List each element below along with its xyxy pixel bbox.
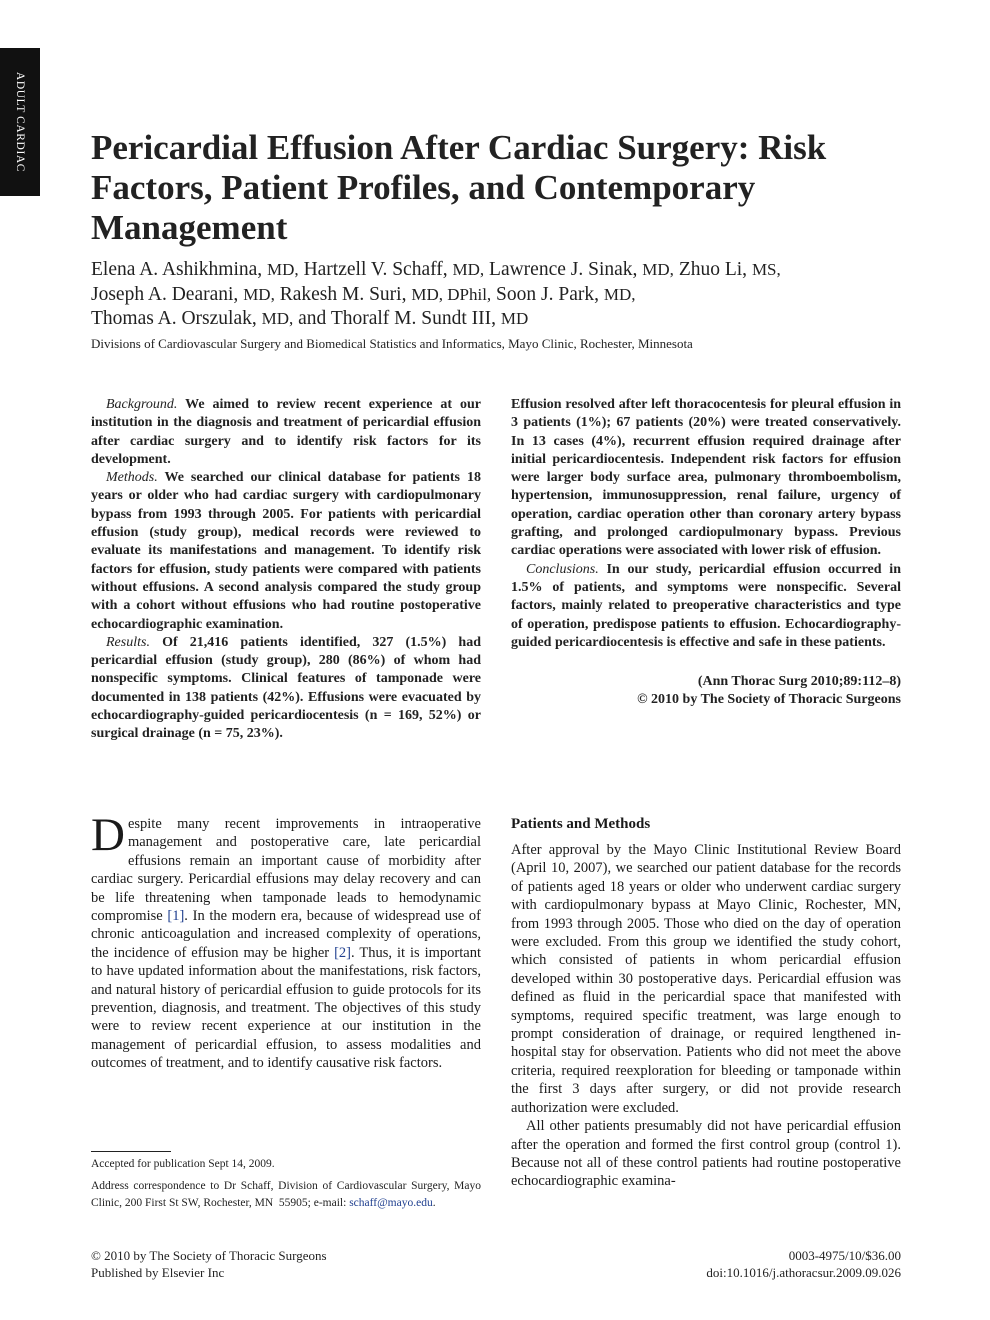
author-list xyxy=(91,258,921,332)
address-end: . xyxy=(432,1196,436,1209)
introduction xyxy=(91,809,481,1073)
footer-doi: doi:10.1016/j.athoracsur.2009.09.026 xyxy=(706,1264,901,1280)
author-name: Thomas A. Orszulak, xyxy=(91,308,257,329)
author-name: Zhuo Li, xyxy=(678,259,748,280)
abstract-conclusions xyxy=(511,561,901,652)
abstract-results-label: Results. xyxy=(106,634,150,650)
intro-text-3: . Thus, it is important to have updated information about the manifestations, risk factors, and natural history of pericardial effusion to guide protocols for its prevention, diagnosis, and treatment. The objectives of this study were to review recent experience at our institution in the management of pericardial effusion, to assess modalities and outcomes of treatment, and to identify causative risk factors. xyxy=(91,944,481,1072)
reference-link-1[interactable]: [1] xyxy=(167,908,185,925)
author-degree: MD, DPhil, xyxy=(411,284,492,304)
abstract-conclusions-label: Conclusions. xyxy=(526,561,599,577)
author-name: Hartzell V. Schaff, xyxy=(303,259,448,280)
correspondence-address xyxy=(91,1178,481,1211)
abstract-left-column xyxy=(91,396,481,744)
drop-cap: D xyxy=(91,809,125,861)
accepted-date: Accepted for publication Sept 14, 2009. xyxy=(91,1158,275,1170)
author-degree: MD xyxy=(500,309,529,328)
author-degree: MD, xyxy=(642,260,674,279)
abstract-background xyxy=(91,396,481,469)
footnote-divider xyxy=(91,1151,171,1152)
abstract-results-text: Of 21,416 patients identified, 327 (1.5%) had pericardial effusion (study group), 280 (86%) of whom had nonspecific symptoms. Clinical features of tamponade were documented in 138 patients (42%). Effusions were evacuated by echocardiography-guided pericardiocentesis (n = 169, 52%) or surgical drainage (n = 75, 23%). xyxy=(91,634,481,742)
article-title: Pericardial Effusion After Cardiac Surgery: Risk Factors, Patient Profiles, and Contemporary Management xyxy=(91,128,827,247)
section-tab xyxy=(0,48,40,196)
journal-citation: (Ann Thorac Surg 2010;89:112–8) xyxy=(697,674,901,690)
abstract-methods-label: Methods. xyxy=(106,470,158,486)
email-link[interactable]: schaff@mayo.edu xyxy=(349,1196,433,1209)
abstract-methods-text: We searched our clinical database for patients 18 years or older who had cardiac surgery with cardiopulmonary bypass from 1993 through 2005. For patients with pericardial effusion (study group), medical records were reviewed to evaluate its manifestations and management. To identify risk factors for effusion, study patients were compared with patients without effusions. A second analysis compared the study group with a cohort without effusions who had routine postoperative echocardiographic examination. xyxy=(91,470,481,632)
author-degree: MD, xyxy=(267,260,299,279)
reference-link-2[interactable]: [2] xyxy=(334,944,352,961)
section-heading: Patients and Methods xyxy=(511,816,651,832)
footer-issn: 0003-4975/10/$36.00 xyxy=(788,1248,901,1263)
footer-copyright: © 2010 by The Society of Thoracic Surgeons xyxy=(91,1248,327,1263)
address-text: Address correspondence to Dr Schaff, Division of Cardiovascular Surgery, Mayo Clinic, 200 First St SW, Rochester, MN 55905; e-mail: xyxy=(91,1180,481,1209)
author-name: Rakesh M. Suri, xyxy=(279,283,407,305)
abstract-background-label: Background. xyxy=(106,397,178,412)
abstract-results xyxy=(91,634,481,744)
author-degree: MD, xyxy=(261,309,294,328)
footer-publisher: Published by Elsevier Inc xyxy=(91,1264,225,1280)
abstract-conclusions-text: In our study, pericardial effusion occurred in 1.5% of patients, and symptoms were nonspecific. Several factors, mainly related to preoperative characteristics and type of operation, predispose patients to effusion. Echocardiography-guided pericardiocentesis is effective and safe in these patients. xyxy=(511,561,901,650)
author-name: and Thoralf M. Sundt III, xyxy=(298,308,496,329)
abstract-background-text: We aimed to review recent experience at our institution in the diagnosis and treatment of pericardial effusion after cardiac surgery and to identify risk factors for its development. xyxy=(91,397,481,467)
methods-paragraph-1: After approval by the Mayo Clinic Institutional Review Board (April 10, 2007), we searched our patient database for the records of patients aged 18 years or older who underwent cardiac surgery with cardiopulmonary bypass at Mayo Clinic, Rochester, MN, from 1993 through 2005. Those who died on the day of operation were excluded. From this group we identified the study cohort, which consisted of patients in whom pericardial effusion developed within 30 postoperative days. Pericardial effusion was defined as fluid in the pericardial space that manifested with symptoms, required specific treatment, was large enough to prompt consideration of drainage, or required lengthened in-hospital stay for observation. Patients who did not meet the above criteria, required reexploration for bleeding or tamponade within the first 3 days after surgery, or did not provide research authorization were excluded. xyxy=(511,842,901,1116)
author-degree: MD, xyxy=(452,260,485,279)
section-tab-label: ADULT CARDIAC xyxy=(14,71,26,173)
intro-paragraph xyxy=(91,809,481,1073)
methods-paragraph-2: All other patients presumably did not have pericardial effusion after the operation and formed the first control group (control 1). Because not all of these control patients had routine postoperative echocardiographic examina- xyxy=(511,1118,901,1190)
intro-text-1: espite many recent improvements in intraoperative management and postoperative care, late pericardial effusions remain an important cause of morbidity after cardiac surgery. Pericardial effusions may delay recovery and can be life threatening when tamponade leads to hemodynamic compromise xyxy=(91,816,481,925)
abstract-right-column xyxy=(511,396,901,710)
intro-text-2: . In the modern era, because of widespread use of chronic anticoagulation and increased complexity of operations, the incidence of effusion may be higher xyxy=(91,908,481,961)
author-name: Joseph A. Dearani, xyxy=(91,283,239,305)
author-degree: MS, xyxy=(751,260,781,279)
footer-right xyxy=(706,1248,901,1281)
author-name: Lawrence J. Sinak, xyxy=(489,259,638,280)
patients-and-methods xyxy=(511,815,901,1191)
footer-left xyxy=(91,1248,327,1281)
author-degree: MD, xyxy=(243,284,275,304)
abstract-copyright: © 2010 by The Society of Thoracic Surgeons xyxy=(637,692,901,708)
author-degree: MD, xyxy=(603,284,636,304)
author-name: Elena A. Ashikhmina, xyxy=(91,259,263,280)
author-name: Soon J. Park, xyxy=(496,283,599,305)
abstract-methods xyxy=(91,469,481,634)
affiliation: Divisions of Cardiovascular Surgery and Biomedical Statistics and Informatics, Mayo Clinic, Rochester, Minnesota xyxy=(91,336,693,351)
abstract-results-continued: Effusion resolved after left thoracocentesis for pleural effusion in 3 patients (1%); 67 patients (20%) were treated conservatively. In 13 cases (4%), recurrent effusion required drainage after initial pericardiocentesis. Independent risk factors for effusion were larger body surface area, pulmonary thromboembolism, hypertension, immunosuppression, renal failure, urgency of operation, cardiac operation other than coronary artery bypass grafting, and prolonged cardiopulmonary bypass. Previous cardiac operations were associated with lower risk of effusion. xyxy=(511,397,901,559)
